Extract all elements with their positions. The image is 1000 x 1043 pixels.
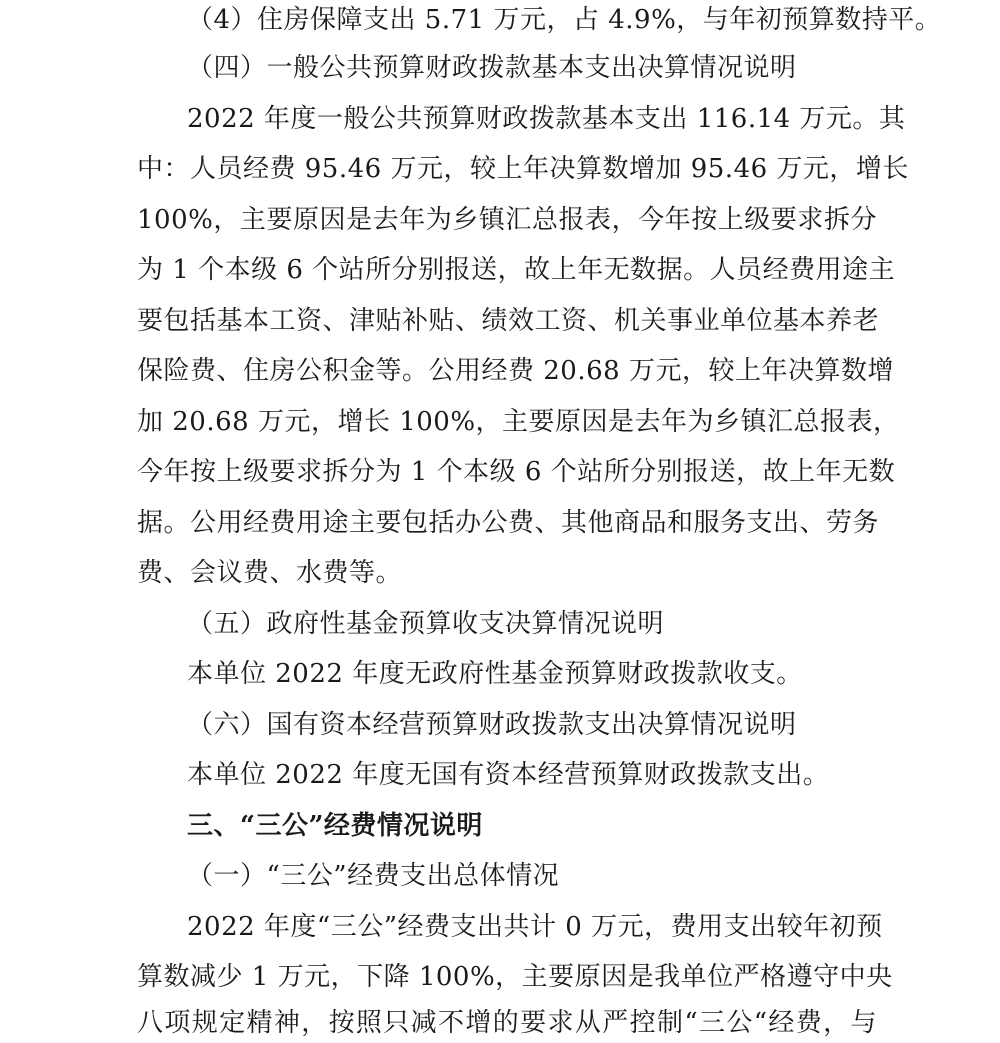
text-line: 本单位 2022 年度无国有资本经营预算财政拨款支出。: [187, 760, 830, 790]
text-line: 要包括基本工资、津贴补贴、绩效工资、机关事业单位基本养老: [137, 306, 880, 336]
text-line: 保险费、住房公积金等。公用经费 20.68 万元，较上年决算数增: [137, 356, 894, 386]
text-line: 据。公用经费用途主要包括办公费、其他商品和服务支出、劳务: [137, 508, 880, 538]
text-line: 2022 年度“三公”经费支出共计 0 万元，费用支出较年初预: [187, 912, 883, 942]
text-line: 2022 年度一般公共预算财政拨款基本支出 116.14 万元。其: [187, 104, 906, 134]
text-line: 费、会议费、水费等。: [137, 558, 403, 588]
section-heading: （六）国有资本经营预算财政拨款支出决算情况说明: [187, 710, 797, 740]
text-line: 今年按上级要求拆分为 1 个本级 6 个站所分别报送，故上年无数: [137, 457, 896, 487]
chapter-heading: 三、“三公”经费情况说明: [187, 811, 483, 841]
text-line: 本单位 2022 年度无政府性基金预算财政拨款收支。: [187, 659, 803, 689]
section-heading: （五）政府性基金预算收支决算情况说明: [187, 609, 665, 639]
section-heading: （一）“三公”经费支出总体情况: [187, 861, 560, 891]
text-line: 中：人员经费 95.46 万元，较上年决算数增加 95.46 万元，增长: [137, 154, 909, 184]
text-line: （4）住房保障支出 5.71 万元，占 4.9%，与年初预算数持平。: [187, 5, 942, 35]
text-line: 八项规定精神，按照只减不增的要求从严控制“三公“经费，与: [137, 1008, 877, 1038]
text-line: 加 20.68 万元，增长 100%，主要原因是去年为乡镇汇总报表，: [137, 407, 900, 437]
text-line: 算数减少 1 万元，下降 100%，主要原因是我单位严格遵守中央: [137, 962, 893, 992]
section-heading: （四）一般公共预算财政拨款基本支出决算情况说明: [187, 53, 797, 83]
text-line: 为 1 个本级 6 个站所分别报送，故上年无数据。人员经费用途主: [137, 255, 896, 285]
text-line: 100%，主要原因是去年为乡镇汇总报表，今年按上级要求拆分: [137, 205, 877, 235]
